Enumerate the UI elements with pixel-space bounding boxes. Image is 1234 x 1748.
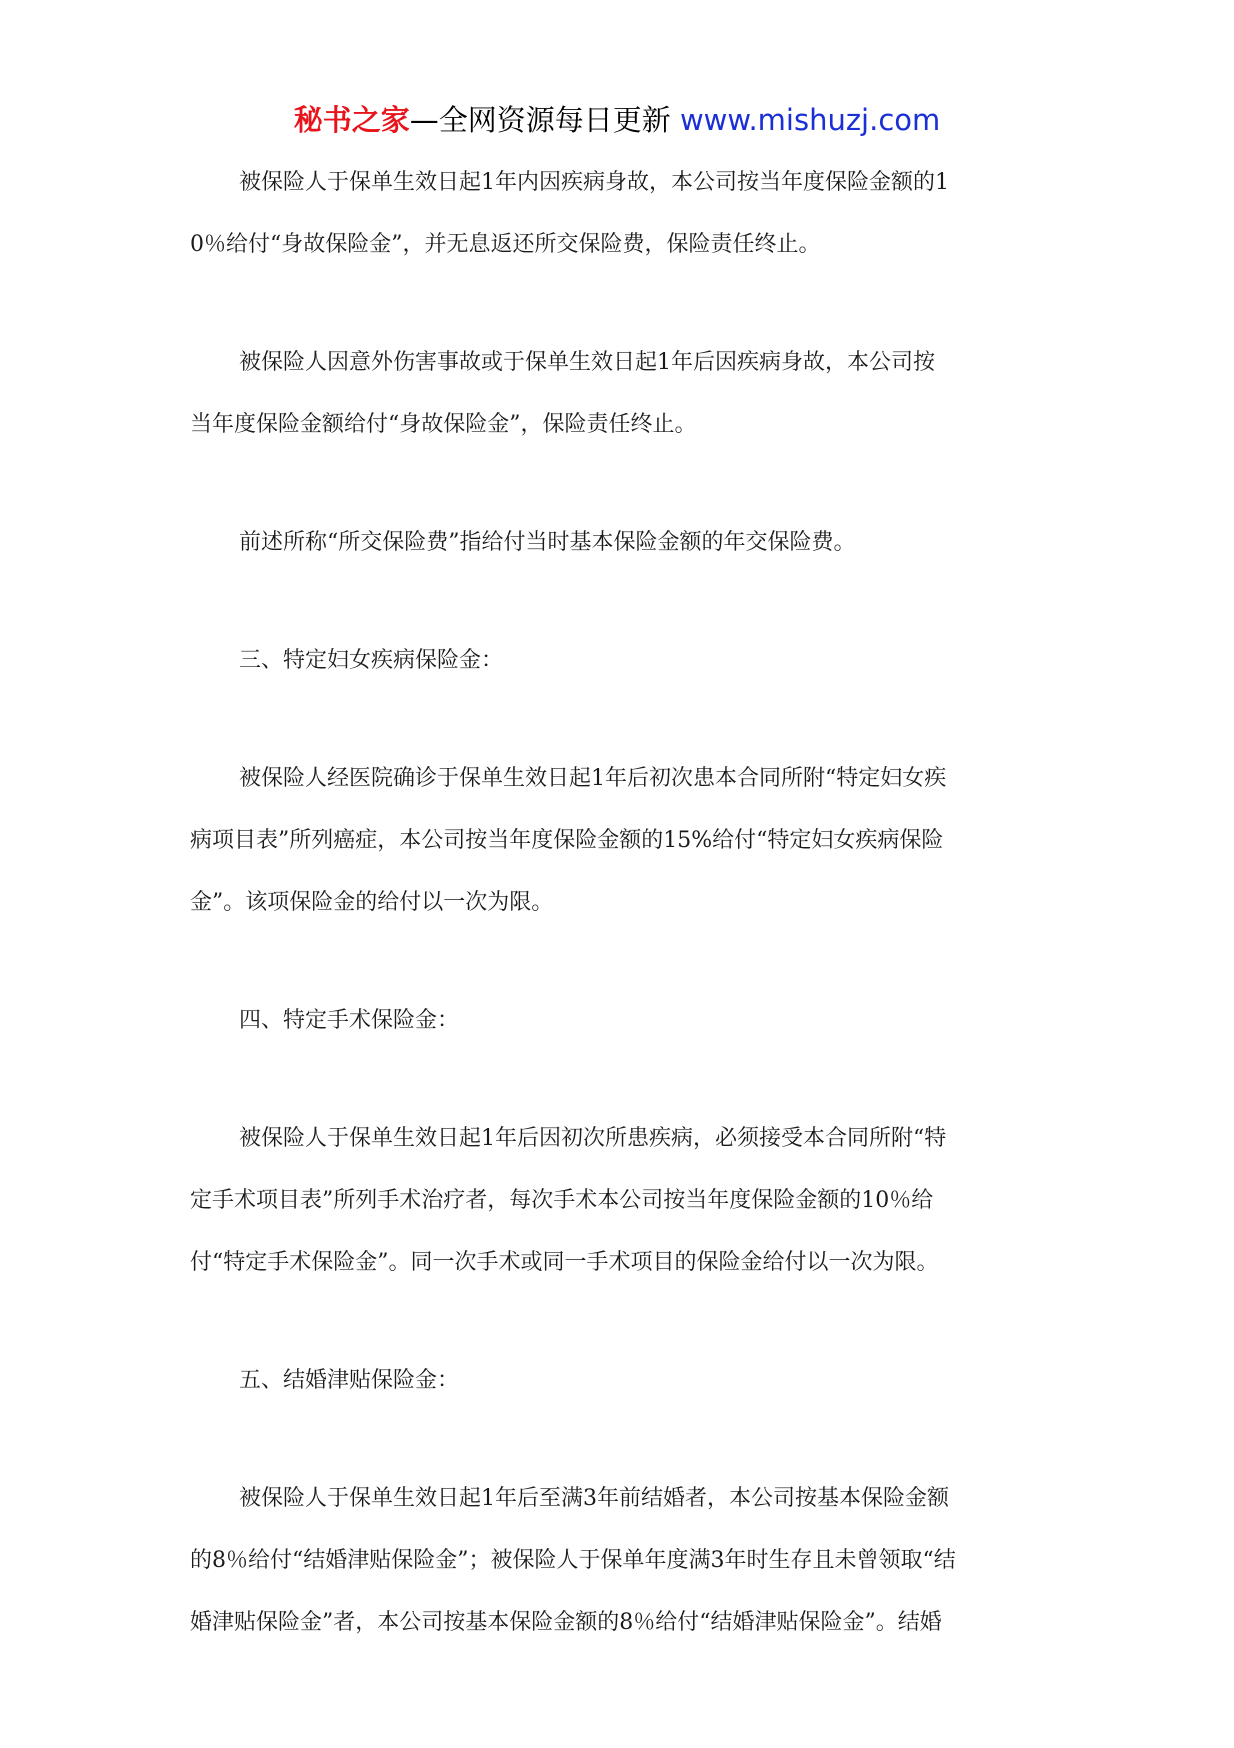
site-header (0, 100, 1234, 140)
text-line: 被保险人于保单生效日起1年后因初次所患疾病，必须接受本合同所附“特 (239, 1126, 947, 1151)
text-line: 金”。该项保险金的给付以一次为限。 (190, 890, 554, 915)
text-line: 被保险人因意外伤害事故或于保单生效日起1年后因疾病身故，本公司按 (239, 350, 935, 375)
site-url[interactable]: www.mishuzj.com (679, 103, 941, 137)
text-line: 被保险人于保单生效日起1年内因疾病身故，本公司按当年度保险金额的1 (239, 170, 949, 195)
text-line: 付“特定手术保险金”。同一次手术或同一手术项目的保险金给付以一次为限。 (190, 1250, 939, 1275)
text-line: 被保险人经医院确诊于保单生效日起1年后初次患本合同所附“特定妇女疾 (239, 766, 947, 791)
document-body (190, 152, 1050, 1710)
paragraph-illness-death (190, 152, 1050, 276)
paragraph-surgery (190, 1108, 1050, 1294)
text-line: 0％给付“身故保险金”，并无息返还所交保险费，保险责任终止。 (190, 232, 821, 257)
section-heading-4: 四、特定手术保险金： (239, 1008, 460, 1033)
text-line: 的8％给付“结婚津贴保险金”；被保险人于保单年度满3年时生存且未曾领取“结 (190, 1548, 956, 1573)
text-line: 前述所称“所交保险费”指给付当时基本保险金额的年交保险费。 (239, 530, 856, 555)
text-line: 被保险人于保单生效日起1年后至满3年前结婚者，本公司按基本保险金额 (239, 1486, 949, 1511)
site-brand: 秘书之家 (293, 103, 410, 137)
text-line: 婚津贴保险金”者，本公司按基本保险金额的8％给付“结婚津贴保险金”。结婚 (190, 1610, 942, 1635)
paragraph-marriage-allowance (190, 1468, 1050, 1654)
section-heading-3: 三、特定妇女疾病保险金： (239, 648, 504, 673)
text-line: 病项目表”所列癌症，本公司按当年度保险金额的15%给付“特定妇女疾病保险 (190, 828, 944, 853)
section-heading-5: 五、结婚津贴保险金： (239, 1368, 460, 1393)
paragraph-premium-definition (190, 512, 1050, 574)
text-line: 当年度保险金额给付“身故保险金”，保险责任终止。 (190, 412, 697, 437)
text-line: 定手术项目表”所列手术治疗者，每次手术本公司按当年度保险金额的10％给 (190, 1188, 934, 1213)
site-tagline: —全网资源每日更新 (409, 103, 671, 137)
paragraph-accident-death (190, 332, 1050, 456)
paragraph-womens-disease (190, 748, 1050, 934)
